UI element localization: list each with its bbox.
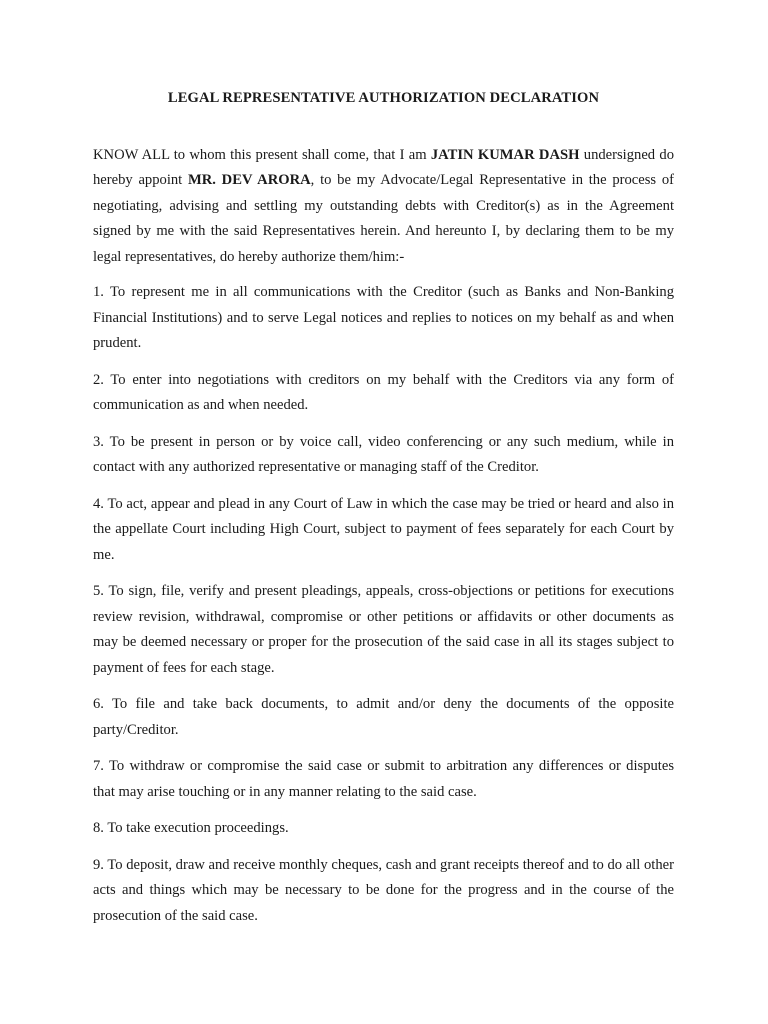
intro-text-2: undersigned do hereby appoint	[93, 146, 674, 188]
intro-text-1: KNOW ALL to whom this present shall come, that I am	[93, 146, 431, 163]
clause-4: 4. To act, appear and plead in any Court of Law in which the case may be tried or heard and also in the appellate Court including High Court, subject to payment of fees separately for each Court by me.	[93, 495, 674, 563]
clause-1: 1. To represent me in all communications with the Creditor (such as Banks and Non-Banking Financial Institutions) and to serve Legal notices and replies to notices on my behalf as and when prudent.	[93, 284, 674, 351]
clause-6: 6. To file and take back documents, to admit and/or deny the documents of the opposite party/Creditor.	[93, 696, 674, 738]
clause-7: 7. To withdraw or compromise the said case or submit to arbitration any differences or disputes that may arise touching or in any manner relating to the said case.	[93, 758, 674, 800]
intro-paragraph	[93, 143, 674, 271]
intro-text-3: , to be my Advocate/Legal Representative in the process of negotiating, advising and settling my outstanding debts with Creditor(s) as in the Agreement signed by me with the said Representatives herein. And hereunto I, by declaring them to be my legal representatives, do hereby authorize them/him:-	[93, 172, 674, 265]
document-title: LEGAL REPRESENTATIVE AUTHORIZATION DECLARATION	[167, 90, 600, 106]
clause-2: 2. To enter into negotiations with creditors on my behalf with the Creditors via any form of communication as and when needed.	[93, 371, 674, 413]
principal-name: JATIN KUMAR DASH	[430, 146, 580, 163]
clause-8: 8. To take execution proceedings.	[93, 820, 289, 836]
clause-5: 5. To sign, file, verify and present pleadings, appeals, cross-objections or petitions for executions review revision, withdrawal, compromise or other petitions or affidavits or other documents as may be deemed necessary or proper for the prosecution of the said case in all its stages subject to payment of fees for each stage.	[93, 583, 674, 676]
clause-3: 3. To be present in person or by voice call, video conferencing or any such medium, while in contact with any authorized representative or managing staff of the Creditor.	[93, 433, 674, 475]
advocate-name: MR. DEV ARORA	[187, 172, 311, 188]
clause-9: 9. To deposit, draw and receive monthly cheques, cash and grant receipts thereof and to do all other acts and things which may be necessary to be done for the progress and in the course of the prosecution of the said case.	[93, 856, 674, 924]
document-page	[93, 86, 674, 940]
